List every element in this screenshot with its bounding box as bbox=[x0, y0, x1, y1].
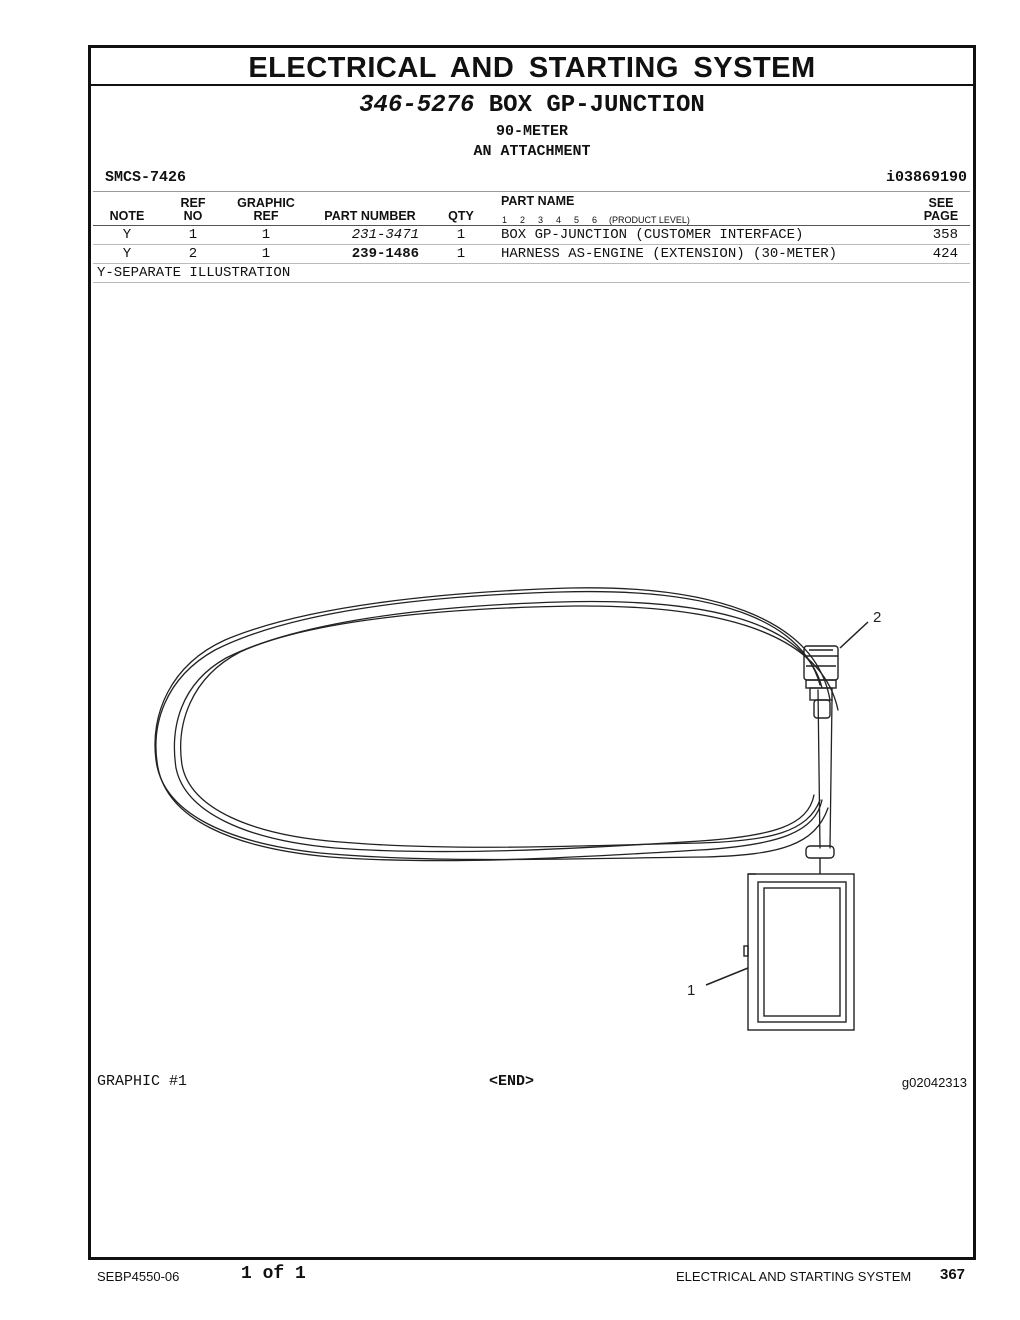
header-see-top: SEE bbox=[928, 196, 954, 210]
leader-lines bbox=[706, 622, 868, 985]
callout-2: 2 bbox=[873, 609, 882, 626]
row-note: Y bbox=[122, 246, 132, 262]
level-5: 5 bbox=[574, 215, 580, 225]
row-graphic-ref: 1 bbox=[261, 246, 271, 262]
harness-cable-loop bbox=[155, 588, 838, 861]
subtitle-attachment: AN ATTACHMENT bbox=[473, 143, 591, 160]
info-id: i03869190 bbox=[885, 169, 967, 186]
row-ref: 2 bbox=[188, 246, 198, 262]
junction-box bbox=[744, 846, 854, 1030]
level-4: 4 bbox=[556, 215, 562, 225]
header-ref-top: REF bbox=[180, 196, 206, 210]
footer-section: ELECTRICAL AND STARTING SYSTEM bbox=[676, 1269, 912, 1284]
footer-doc-number: SEBP4550-06 bbox=[97, 1269, 180, 1284]
graphic-id: g02042313 bbox=[901, 1075, 967, 1090]
leader-line-2 bbox=[840, 622, 868, 648]
subtitle-meter: 90-METER bbox=[495, 123, 568, 140]
smcs-code: SMCS-7426 bbox=[105, 169, 187, 186]
leader-line-1 bbox=[706, 968, 748, 985]
row-note: Y bbox=[122, 227, 132, 243]
header-graphic-bottom: REF bbox=[253, 209, 279, 223]
row-part-name: HARNESS AS-ENGINE (EXTENSION) (30-METER) bbox=[501, 246, 838, 262]
row-graphic-ref: 1 bbox=[261, 227, 271, 243]
level-2: 2 bbox=[520, 215, 526, 225]
harness-connector bbox=[804, 646, 838, 718]
level-6: 6 bbox=[592, 215, 598, 225]
header-graphic-top: GRAPHIC bbox=[237, 196, 295, 210]
part-group-name: BOX GP-JUNCTION bbox=[488, 92, 705, 119]
header-qty: QTY bbox=[448, 209, 474, 223]
part-group-number: 346-5276 bbox=[359, 92, 475, 119]
row-qty: 1 bbox=[456, 246, 466, 262]
footer-page-of: 1 of 1 bbox=[241, 1264, 306, 1284]
row-see-page: 358 bbox=[932, 227, 958, 243]
row-part-number: 239-1486 bbox=[351, 246, 419, 262]
graphic-label: GRAPHIC #1 bbox=[97, 1073, 188, 1090]
row-ref: 1 bbox=[188, 227, 198, 243]
header-see-bottom: PAGE bbox=[923, 209, 959, 223]
page-title: ELECTRICAL AND STARTING SYSTEM bbox=[248, 52, 816, 84]
header-part-name: PART NAME bbox=[501, 194, 575, 208]
row-part-name: BOX GP-JUNCTION (CUSTOMER INTERFACE) bbox=[501, 227, 804, 243]
level-1: 1 bbox=[502, 215, 508, 225]
level-3: 3 bbox=[538, 215, 544, 225]
header-ref-bottom: NO bbox=[183, 209, 203, 223]
footer-page-number: 367 bbox=[940, 1266, 966, 1283]
footnote: Y-SEPARATE ILLUSTRATION bbox=[97, 265, 291, 281]
row-part-number: 231-3471 bbox=[351, 227, 419, 243]
end-marker: <END> bbox=[489, 1073, 535, 1090]
header-part-number: PART NUMBER bbox=[324, 209, 416, 223]
header-note: NOTE bbox=[109, 209, 145, 223]
product-level-label: (PRODUCT LEVEL) bbox=[609, 215, 690, 225]
callout-1: 1 bbox=[687, 982, 696, 999]
row-see-page: 424 bbox=[932, 246, 958, 262]
row-qty: 1 bbox=[456, 227, 466, 243]
